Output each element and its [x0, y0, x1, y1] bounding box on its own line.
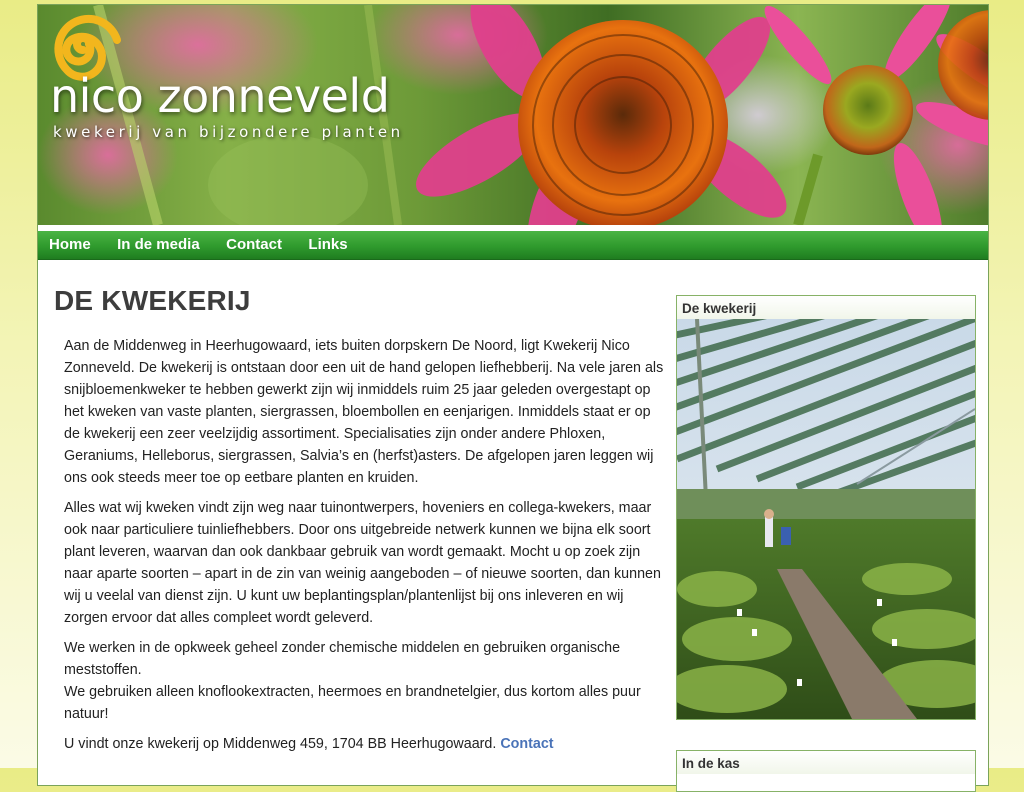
paragraph-intro: Aan de Middenweg in Heerhugowaard, iets buiten dorpskern De Noord, ligt Kwekerij Nico Zonneveld. De kwekerij is ontstaan door een uit de hand gelopen liefhebberij. Na vele jaren als snijbloemenkweker te hebben gewerkt zijn wij inmiddels ruim 25 jaar geleden overgestapt op het kweken van vaste planten, siergrassen, bloembollen en eenjarigen. Inmiddels staat er op de kwekerij een zeer veelzijdig assortiment. Specialisaties zijn onder andere Phloxen, Geraniums, Helleborus, siergrassen, Salvia’s en (herfst)asters. De afgelopen jaren leggen wij ons ook steeds meer toe op eetbare planten en kruiden. [64, 338, 664, 486]
greenhouse-photo[interactable] [677, 319, 975, 719]
brand-tagline: kwekerij van bijzondere planten [53, 123, 404, 141]
nav-item-contact[interactable]: Contact [226, 236, 282, 253]
paragraph-customers: Alles wat wij kweken vindt zijn weg naar tuinontwerpers, hoveniers en collega-kwekers, maar ook naar particuliere tuinliefhebbers. Door ons uitgebreide netwerk kunnen we bijna elk soort plant leveren, waarvan dan ook dankbaar gebruik van wordt gemaakt. Mocht u op zoek zijn naar aparte soorten – apart in de zin van weinig aangeboden – of nieuwe soorten, dan kunnen wij u veelal van dienst zijn. U kunt uw beplantingsplan/plantenlijst bij ons inleveren en wij zorgen ervoor dat alles compleet wordt geleverd. [64, 500, 661, 626]
address-text: U vindt onze kwekerij op Middenweg 459, 1704 BB Heerhugowaard. [64, 736, 497, 752]
page-container [37, 4, 989, 786]
sidebar-box-title: In de kas [677, 751, 975, 774]
nav-item-in-de-media[interactable]: In de media [117, 236, 200, 253]
sidebar-box-kwekerij [676, 295, 976, 720]
greenhouse-image [677, 319, 975, 719]
sidebar-box-in-de-kas [676, 750, 976, 792]
address-contact-link[interactable]: Contact [500, 736, 554, 752]
page-title: DE KWEKERIJ [54, 285, 251, 316]
main-nav [38, 231, 988, 260]
header-banner [38, 5, 988, 225]
brand-name[interactable]: nico zonneveld [50, 69, 390, 123]
main-content [54, 285, 664, 763]
nav-item-home[interactable]: Home [49, 236, 91, 253]
paragraph-natural: We gebruiken alleen knoflookextracten, heermoes en brandnetelgier, dus kortom alles puur natuur! [64, 684, 641, 722]
nav-item-links[interactable]: Links [308, 236, 348, 253]
sidebar-box-title: De kwekerij [677, 296, 975, 319]
paragraph-address [64, 733, 664, 755]
paragraph-organic: We werken in de opkweek geheel zonder chemische middelen en gebruiken organische meststoffen. [64, 640, 621, 678]
